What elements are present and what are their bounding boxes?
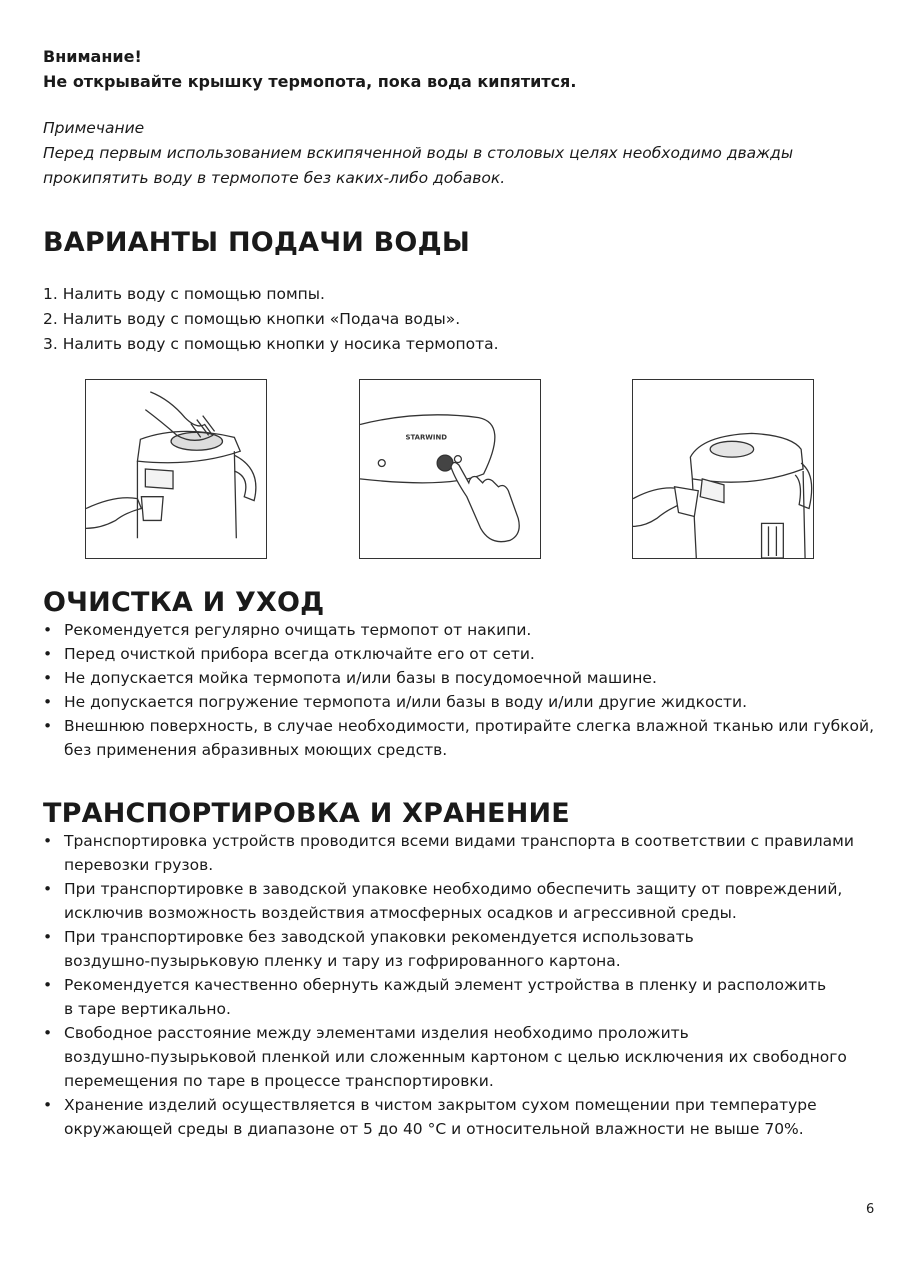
panel-brand-text: STARWIND [405,433,448,442]
transport-item [43,925,883,973]
care-heading: ОЧИСТКА И УХОД [43,587,325,618]
transport-item-line: исключив возможность воздействия атмосферных осадков и агрессивной среды. [64,904,737,922]
care-item: • Рекомендуется регулярно очищать термопот от накипи. [43,618,883,642]
transport-item [43,1021,883,1093]
step-item: 2. Налить воду с помощью кнопки «Подача воды». [43,310,461,328]
warning-text: Не открывайте крышку термопота, пока вода кипятится. [43,72,577,91]
transport-item-line: в таре вертикально. [64,1000,231,1018]
transport-item-line: воздушно-пузырьковую пленку и тару из гофрированного картона. [64,952,621,970]
spout-button-illustration [632,379,814,559]
note-line-2: прокипятить воду в термопоте без каких-либо добавок. [43,169,506,187]
care-item: • Перед очисткой прибора всегда отключайте его от сети. [43,642,883,666]
transport-item-line: • При транспортировке в заводской упаковке необходимо обеспечить защиту от повреждений, [64,880,843,898]
transport-item-line: • Транспортировка устройств проводится всеми видами транспорта в соответствии с правилами [64,832,854,850]
button-illustration [359,379,541,559]
pump-illustration [85,379,267,559]
transport-item [43,1093,883,1141]
step-item: 3. Налить воду с помощью кнопки у носика термопота. [43,335,499,353]
care-list [43,618,883,762]
water-supply-heading: ВАРИАНТЫ ПОДАЧИ ВОДЫ [43,227,471,258]
transport-item-line: перемещения по таре в процессе транспортировки. [64,1072,494,1090]
note-title: Примечание [43,119,145,137]
transport-item-line: • Свободное расстояние между элементами изделия необходимо проложить [64,1024,689,1042]
care-item-line: без применения абразивных моющих средств. [64,741,448,759]
care-item [43,714,883,762]
transport-item [43,829,883,877]
transport-item [43,973,883,1021]
care-item: • Не допускается погружение термопота и/или базы в воду и/или другие жидкости. [43,690,883,714]
note-block [43,116,883,191]
transport-item-line: воздушно-пузырьковой пленкой или сложенным картоном с целью исключения их свободного [64,1048,847,1066]
manual-page [43,44,883,1141]
transport-item-line: окружающей среды в диапазоне от 5 до 40 °С и относительной влажности не выше 70%. [64,1120,804,1138]
water-supply-steps [43,282,883,357]
step-item: 1. Налить воду с помощью помпы. [43,285,325,303]
page-number: 6 [866,1202,875,1217]
transport-heading: ТРАНСПОРТИРОВКА И ХРАНЕНИЕ [43,798,570,829]
transport-item-line: • Рекомендуется качественно обернуть каждый элемент устройства в пленку и расположить [64,976,827,994]
transport-item-line: • При транспортировке без заводской упаковки рекомендуется использовать [64,928,694,946]
transport-list [43,829,883,1141]
illustrations [43,379,883,561]
transport-item-line: перевозки грузов. [64,856,214,874]
warning-title: Внимание! [43,47,142,66]
transport-item-line: • Хранение изделий осуществляется в чистом закрытом сухом помещении при температуре [64,1096,817,1114]
note-line-1: Перед первым использованием вскипяченной воды в столовых целях необходимо дважды [43,144,794,162]
care-item-line: • Внешнюю поверхность, в случае необходимости, протирайте слегка влажной тканью или губкой, [64,717,875,735]
care-item: • Не допускается мойка термопота и/или базы в посудомоечной машине. [43,666,883,690]
transport-item [43,877,883,925]
